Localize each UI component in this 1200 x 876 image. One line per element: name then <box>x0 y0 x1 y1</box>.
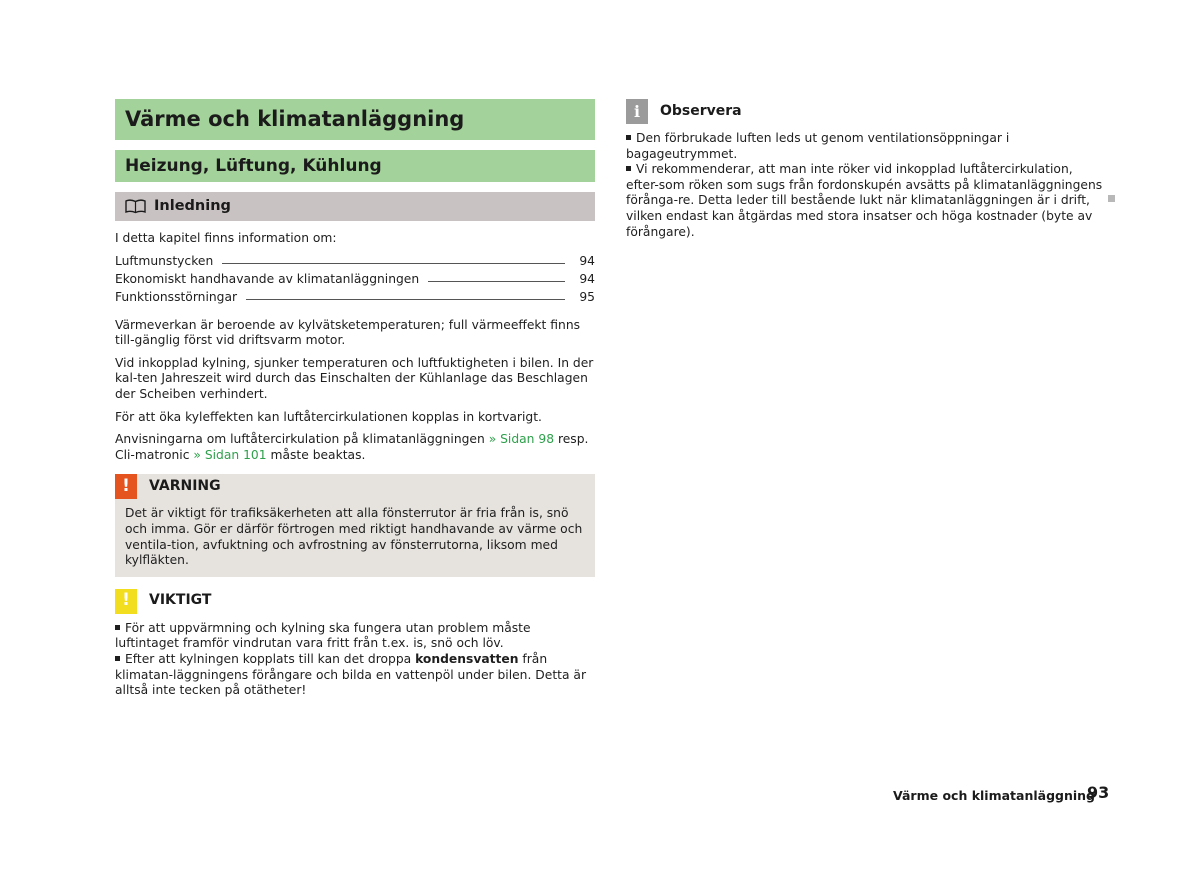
paragraph-text: resp. Cli-matronic <box>115 432 589 462</box>
warning-title: VARNING <box>149 478 221 495</box>
warning-box <box>115 474 595 576</box>
section-end-mark <box>1108 195 1115 202</box>
exclamation-icon: ! <box>115 474 137 499</box>
toc-leader <box>222 263 565 264</box>
paragraph-heating: Värmeverkan är beroende av kylvätsketemperaturen; full värmeeffekt finns till-gänglig först vid driftsvarm motor. <box>115 317 581 348</box>
exclamation-icon: ! <box>115 589 137 614</box>
page-number: 93 <box>1087 783 1110 802</box>
bullet-icon <box>115 656 120 661</box>
toc-list <box>115 254 595 308</box>
bullet-icon <box>626 135 631 140</box>
left-column <box>115 99 595 699</box>
chapter-title: Värme och klimatanläggning <box>115 99 595 140</box>
list-item-text: För att uppvärmning och kylning ska fungera utan problem måste luftintaget framför vindrutan vara fritt från t.ex. is, snö och löv. <box>115 620 531 651</box>
list-item <box>115 652 595 699</box>
book-icon <box>125 199 146 214</box>
page-link-101[interactable]: » Sidan 101 <box>193 447 267 462</box>
important-text <box>115 621 595 699</box>
bullet-icon <box>115 625 120 630</box>
info-icon: i <box>626 99 648 124</box>
toc-item-label: Ekonomiskt handhavande av klimatanläggningen <box>115 271 420 286</box>
toc-item-page: 94 <box>579 271 595 286</box>
toc-item[interactable] <box>115 290 595 308</box>
note-header <box>626 99 1106 124</box>
page-link-98[interactable]: » Sidan 98 <box>488 432 555 447</box>
section-intro: I detta kapitel finns information om: <box>115 231 337 245</box>
note-text <box>626 131 1106 240</box>
toc-item-label: Luftmunstycken <box>115 253 214 268</box>
toc-item[interactable] <box>115 254 595 272</box>
chapter-subtitle: Heizung, Lüftung, Kühlung <box>115 150 595 182</box>
footer-chapter-title: Värme och klimatanläggning <box>893 788 1095 803</box>
important-header <box>115 589 595 614</box>
section-title: Inledning <box>154 197 231 214</box>
important-title: VIKTIGT <box>149 592 212 609</box>
paragraph-instructions <box>115 432 595 463</box>
bold-term: kondensvatten <box>415 651 519 666</box>
paragraph-text: Anvisningarna om luftåtercirkulation på klimatanläggningen <box>115 432 489 447</box>
list-item-text: Den förbrukade luften leds ut genom ventilationsöppningar i bagageutrymmet. <box>626 131 1010 161</box>
list-item-text: Efter att kylningen kopplats till kan det droppa <box>125 651 416 666</box>
list-item-text: från klimatan-läggningens förångare och bilda en vattenpöl under bilen. Detta är alltså inte tecken på otätheter! <box>115 651 587 698</box>
toc-item-page: 95 <box>579 289 595 304</box>
list-item-text: Vi rekommenderar, att man inte röker vid inkopplad luftåtercirkulation, efter-som röken som sugs från fordonskupén avsätts på klimatanläggningens förånga-re. Detta leder till bestående lukt när klimatanläggningen är i drift, vilken endast kan åtgärdas med stora insatser och höga kostnader (byte av förångare). <box>626 162 1103 239</box>
toc-leader <box>428 281 565 282</box>
list-item <box>626 131 1106 162</box>
warning-header <box>115 474 595 499</box>
list-item <box>626 162 1106 240</box>
right-column <box>626 99 1106 240</box>
paragraph-recirculation: För att öka kyleffekten kan luftåtercirkulationen kopplas in kortvarigt. <box>115 409 542 424</box>
warning-text: Det är viktigt för trafiksäkerheten att alla fönsterrutor är fria från is, snö och imma. Gör er därför förtrogen med riktigt handhavande av värme och ventila-tion, avfuktning och avfrostning av fönsterrutorna, liksom med kylfläkten. <box>125 506 583 568</box>
toc-item-label: Funktionsstörningar <box>115 289 238 304</box>
toc-item-page: 94 <box>579 253 595 268</box>
section-heading <box>115 192 595 221</box>
paragraph-cooling: Vid inkopplad kylning, sjunker temperaturen och luftfuktigheten i bilen. In der kal-ten Jahreszeit wird durch das Einschalten der Kühlanlage das Beschlagen der Scheiben verhindert. <box>115 355 594 401</box>
note-title: Observera <box>660 102 742 119</box>
paragraph-text: måste beaktas. <box>266 447 366 462</box>
list-item <box>115 621 595 652</box>
toc-leader <box>246 299 565 300</box>
toc-item[interactable] <box>115 272 595 290</box>
bullet-icon <box>626 166 631 171</box>
